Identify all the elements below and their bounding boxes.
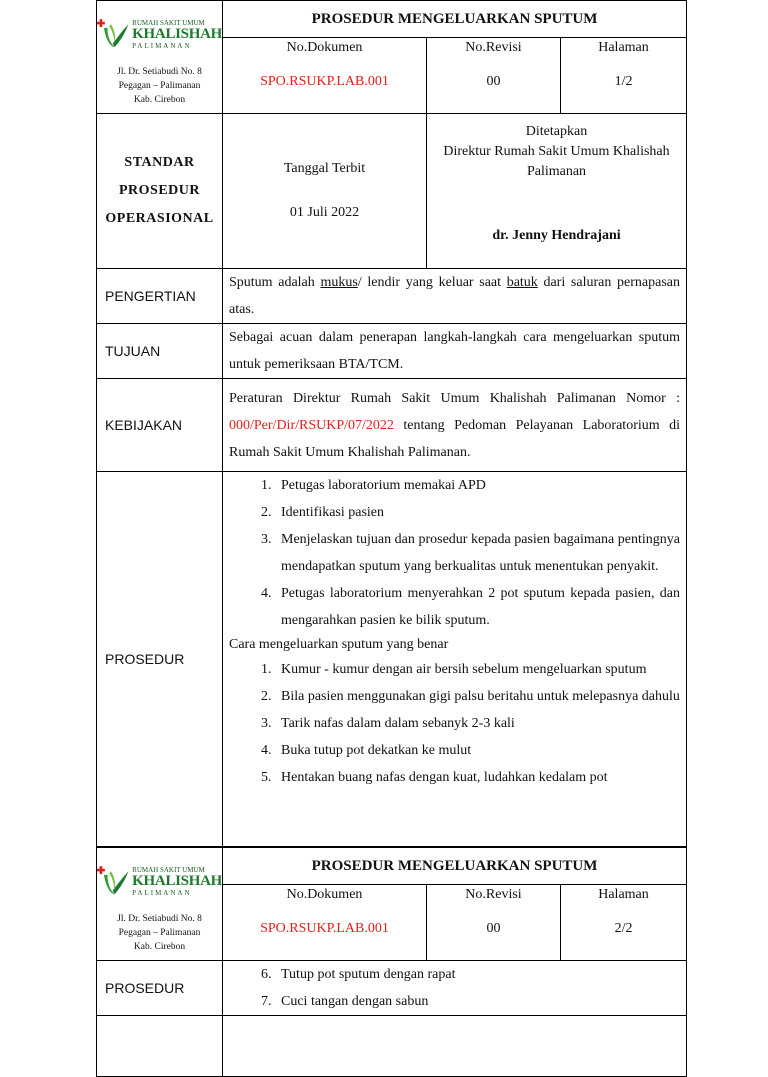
list-item: 2. Bila pasien menggunakan gigi palsu beritahu untuk melepasnya dahulu bbox=[275, 683, 680, 710]
list-item: 4. Buka tutup pot dekatkan ke mulut bbox=[275, 737, 680, 764]
pengertian-text: / lendir yang keluar saat bbox=[357, 275, 507, 290]
page-label: Halaman bbox=[598, 40, 649, 55]
prosedur-content bbox=[223, 472, 687, 847]
sop-table-page-2 bbox=[96, 847, 687, 1077]
hospital-logo bbox=[97, 848, 222, 900]
page-label: Halaman bbox=[598, 887, 649, 902]
document-title: PROSEDUR MENGELUARKAN SPUTUM bbox=[223, 848, 687, 885]
sop-line: STANDAR bbox=[124, 155, 195, 170]
document-page bbox=[96, 0, 686, 1077]
revision-value: 00 bbox=[486, 921, 501, 936]
issue-date-cell bbox=[223, 114, 427, 269]
list-item: 1. Kumur - kumur dengan air bersih sebelum mengeluarkan sputum bbox=[275, 656, 680, 683]
address-line: Pegagan – Palimanan bbox=[118, 81, 201, 91]
khalishah-logo-icon bbox=[97, 15, 130, 53]
revision-cell bbox=[427, 38, 561, 114]
next-section-cell bbox=[97, 1016, 223, 1077]
doc-number-cell bbox=[223, 885, 427, 961]
khalishah-logo-icon bbox=[97, 862, 130, 900]
list-item: 3. Menjelaskan tujuan dan prosedur kepada pasien bagaimana pentingnya mendapatkan sputum yang berkualitas untuk menentukan penyakit. bbox=[275, 526, 680, 580]
logo-top-text: RUMAH SAKIT UMUM bbox=[132, 18, 205, 27]
address-line: Kab. Cirebon bbox=[133, 942, 186, 952]
kebijakan-content bbox=[223, 379, 687, 472]
pengertian-label: PENGERTIAN bbox=[97, 269, 223, 324]
logo-top-text: RUMAH SAKIT UMUM bbox=[132, 865, 205, 874]
hospital-address bbox=[97, 912, 222, 954]
steps-list-a bbox=[229, 472, 680, 634]
steps-subheading: Cara mengeluarkan sputum yang benar bbox=[229, 637, 449, 652]
logo-name-text: KHALISHAH bbox=[132, 872, 222, 889]
doc-number-label: No.Dokumen bbox=[286, 40, 363, 55]
page-cell bbox=[561, 885, 687, 961]
kebijakan-label: KEBIJAKAN bbox=[97, 379, 223, 472]
hospital-logo bbox=[97, 1, 222, 53]
sop-line: PROSEDUR bbox=[118, 183, 200, 198]
doc-number-label: No.Dokumen bbox=[286, 887, 363, 902]
issue-date-value: 01 Juli 2022 bbox=[289, 205, 360, 220]
issue-date-label: Tanggal Terbit bbox=[283, 161, 366, 176]
document-title: PROSEDUR MENGELUARKAN SPUTUM bbox=[223, 1, 687, 38]
revision-cell bbox=[427, 885, 561, 961]
list-item: 4. Petugas laboratorium menyerahkan 2 pot sputum kepada pasien, dan mengarahkan pasien ke bilik sputum. bbox=[275, 580, 680, 634]
pengertian-content bbox=[223, 269, 687, 324]
doc-number-cell bbox=[223, 38, 427, 114]
hospital-header bbox=[97, 848, 223, 961]
prosedur-label: PROSEDUR bbox=[97, 961, 223, 1016]
kebijakan-regulation-number: 000/Per/Dir/RSUKP/07/2022 bbox=[229, 417, 394, 433]
prosedur-content bbox=[223, 961, 687, 1016]
pengertian-text: Sputum adalah bbox=[229, 275, 321, 290]
list-item: 5. Hentakan buang nafas dengan kuat, ludahkan kedalam pot bbox=[275, 764, 680, 791]
list-item: 2. Identifikasi pasien bbox=[275, 499, 680, 526]
director-title: Direktur Rumah Sakit Umum Khalishah Palimanan bbox=[443, 144, 670, 179]
logo-sub-text: PALIMANAN bbox=[132, 888, 192, 897]
revision-label: No.Revisi bbox=[465, 887, 522, 902]
pengertian-text: dari saluran pernapasan atas. bbox=[229, 275, 680, 317]
steps-list-b bbox=[229, 656, 680, 791]
pengertian-term: batuk bbox=[506, 275, 538, 290]
next-section-content bbox=[223, 1016, 687, 1077]
director-name: dr. Jenny Hendrajani bbox=[492, 228, 621, 243]
tujuan-content: Sebagai acuan dalam penerapan langkah-langkah cara mengeluarkan sputum untuk pemeriksaan BTA/TCM. bbox=[223, 324, 687, 379]
pengertian-term: mukus bbox=[320, 275, 358, 290]
list-item: 6. Tutup pot sputum dengan rapat bbox=[275, 961, 680, 988]
list-item: 3. Tarik nafas dalam dalam sebanyk 2-3 kali bbox=[275, 710, 680, 737]
address-line: Jl. Dr. Setiabudi No. 8 bbox=[117, 67, 202, 77]
kebijakan-text: Peraturan Direktur Rumah Sakit Umum Khalishah Palimanan Nomor : bbox=[229, 390, 681, 406]
address-line: Pegagan – Palimanan bbox=[118, 928, 201, 938]
steps-list-c bbox=[229, 961, 680, 1015]
revision-value: 00 bbox=[486, 74, 501, 89]
page-cell bbox=[561, 38, 687, 114]
address-line: Kab. Cirebon bbox=[133, 95, 186, 105]
hospital-header bbox=[97, 1, 223, 114]
sop-line: OPERASIONAL bbox=[105, 211, 214, 226]
tujuan-label: TUJUAN bbox=[97, 324, 223, 379]
doc-number-value: SPO.RSUKP.LAB.001 bbox=[260, 74, 389, 89]
revision-label: No.Revisi bbox=[465, 40, 522, 55]
list-item: 7. Cuci tangan dengan sabun bbox=[275, 988, 680, 1015]
list-item: 1. Petugas laboratorium memakai APD bbox=[275, 472, 680, 499]
logo-name-text: KHALISHAH bbox=[132, 25, 222, 42]
logo-sub-text: PALIMANAN bbox=[132, 41, 192, 50]
page-value: 2/2 bbox=[614, 921, 633, 936]
prosedur-label: PROSEDUR bbox=[97, 472, 223, 847]
hospital-address bbox=[97, 65, 222, 107]
address-line: Jl. Dr. Setiabudi No. 8 bbox=[117, 914, 202, 924]
approval-cell bbox=[427, 114, 687, 269]
sop-heading bbox=[97, 114, 223, 269]
kebijakan-text: tentang Pedoman Pelayanan Laboratorium di Rumah Sakit Umum Khalishah Palimanan. bbox=[229, 417, 681, 460]
page-value: 1/2 bbox=[614, 74, 633, 89]
approval-label: Ditetapkan bbox=[525, 124, 588, 139]
sop-table-page-1 bbox=[96, 0, 687, 847]
doc-number-value: SPO.RSUKP.LAB.001 bbox=[260, 921, 389, 936]
